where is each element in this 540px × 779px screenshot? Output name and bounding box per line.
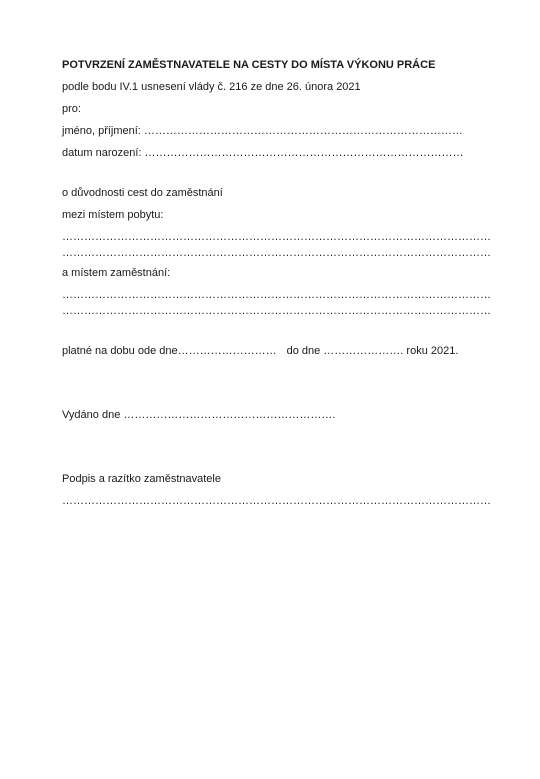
issued-date-line: Vydáno dne …………………………………………………. — [62, 409, 336, 421]
residence-field-line-1: ……………………………………………………………………………………………………… — [62, 231, 491, 243]
document-subtitle: podle bodu IV.1 usnesení vlády č. 216 ze dne 26. února 2021 — [62, 81, 361, 93]
work-field-line-2: ……………………………………………………………………………………………………… — [62, 305, 491, 317]
signature-field-line: ……………………………………………………………………………………………………… — [62, 495, 491, 507]
name-field-line: jméno, příjmení: …………………………………………………………………………… — [62, 125, 463, 137]
valid-to-text: do dne …………………. roku 2021. — [286, 345, 459, 357]
residence-label: mezi místem pobytu: — [62, 209, 164, 221]
valid-from-text: platné na dobu ode dne……………………… — [62, 345, 277, 357]
work-label: a místem zaměstnání: — [62, 267, 171, 279]
residence-field-line-2: ……………………………………………………………………………………………………… — [62, 247, 491, 259]
validity-line — [62, 344, 458, 358]
document-title: POTVRZENÍ ZAMĚSTNAVATELE NA CESTY DO MÍSTA VÝKONU PRÁCE — [62, 59, 436, 71]
birth-date-field-line: datum narození: …………………………………………………………………………… — [62, 147, 464, 159]
for-label: pro: — [62, 103, 81, 115]
signature-label: Podpis a razítko zaměstnavatele — [62, 473, 221, 485]
reason-heading: o důvodnosti cest do zaměstnání — [62, 187, 223, 199]
work-field-line-1: ……………………………………………………………………………………………………… — [62, 289, 491, 301]
